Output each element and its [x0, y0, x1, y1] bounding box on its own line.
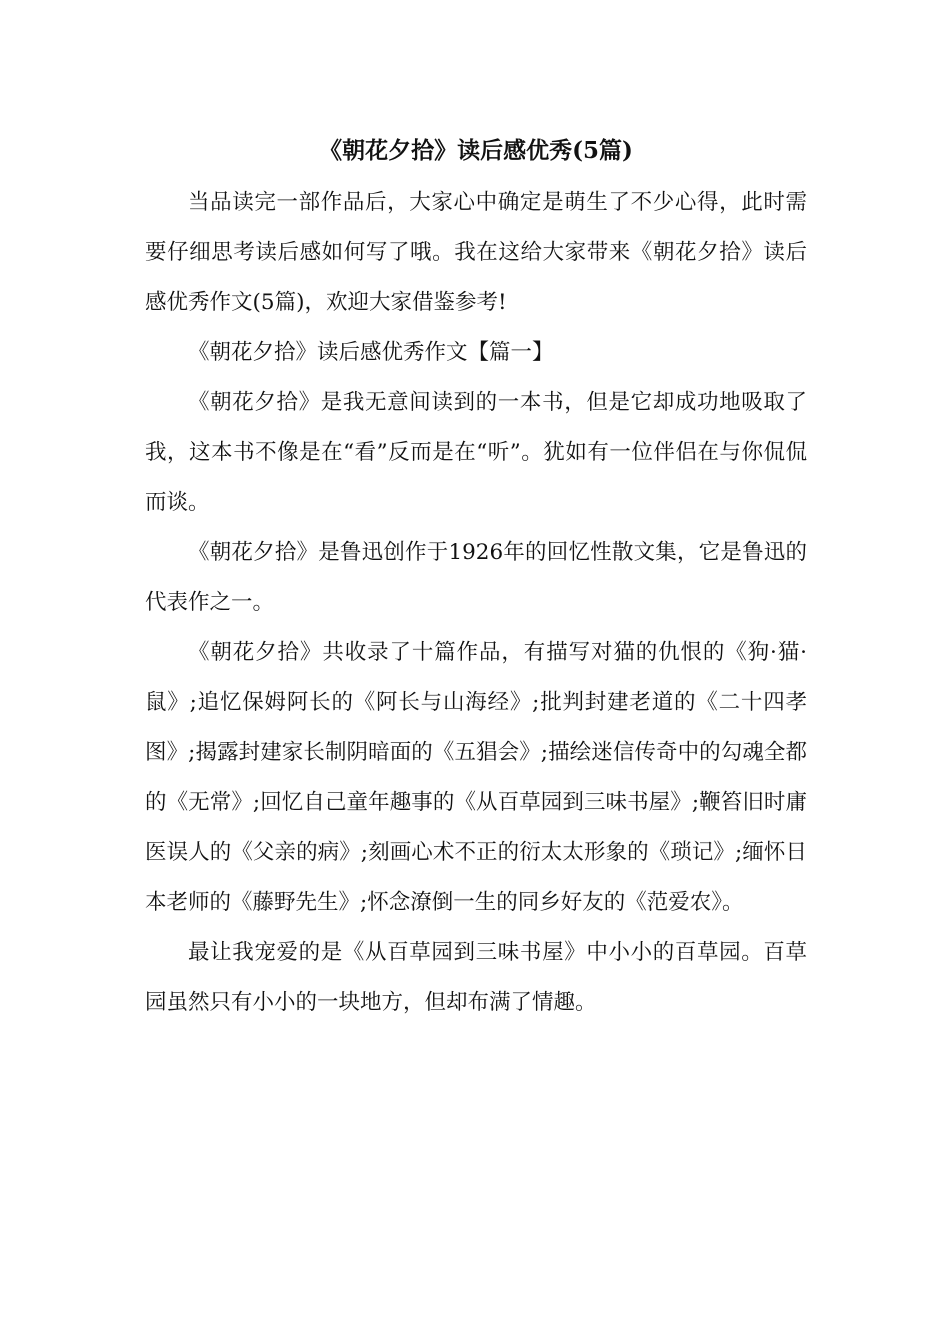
body-paragraph-3: 《朝花夕拾》共收录了十篇作品，有描写对猫的仇恨的《狗·猫·鼠》;追忆保姆阿长的《阿长与山海经》;批判封建老道的《二十四孝图》;揭露封建家长制阴暗面的《五猖会》;描绘迷信传奇中的勾魂全都的《无常》;回忆自己童年趣事的《从百草园到三味书屋》;鞭笞旧时庸医误人的《父亲的病》;刻画心术不正的衍太太形象的《琐记》;缅怀日本老师的《藤野先生》;怀念潦倒一生的同乡好友的《范爱农》。: [145, 640, 807, 915]
document-title: 《朝花夕拾》读后感优秀(5篇): [319, 137, 633, 164]
section-heading: 《朝花夕拾》读后感优秀作文【篇一】: [188, 340, 554, 365]
body-paragraph-4: 最让我宠爱的是《从百草园到三味书屋》中小小的百草园。百草园虽然只有小小的一块地方，但却布满了情趣。: [145, 940, 807, 1015]
body-paragraph-2: 《朝花夕拾》是鲁迅创作于1926年的回忆性散文集，它是鲁迅的代表作之一。: [145, 540, 807, 615]
document-body: [145, 128, 807, 1028]
body-paragraph-1: 《朝花夕拾》是我无意间读到的一本书，但是它却成功地吸取了我，这本书不像是在“看”反而是在“听”。犹如有一位伴侣在与你侃侃而谈。: [145, 390, 807, 515]
intro-paragraph: 当品读完一部作品后，大家心中确定是萌生了不少心得，此时需要仔细思考读后感如何写了哦。我在这给大家带来《朝花夕拾》读后感优秀作文(5篇)，欢迎大家借鉴参考!: [145, 190, 807, 315]
